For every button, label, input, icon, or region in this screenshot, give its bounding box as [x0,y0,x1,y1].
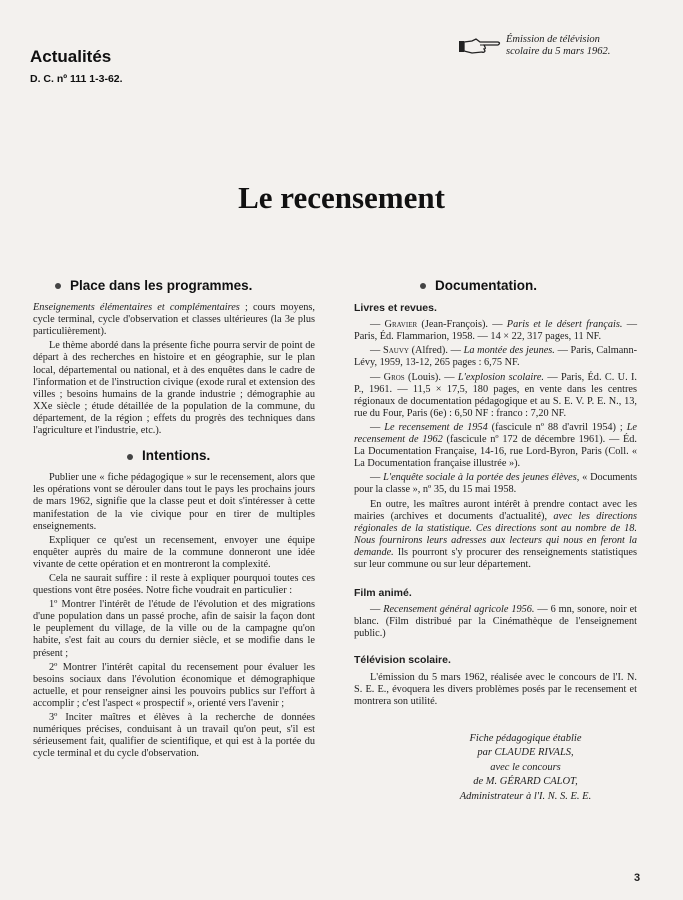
signature-line-5: Administrateur à l'I. N. S. E. E. [459,790,592,802]
paragraph-intentions-3: Cela ne saurait suffire : il reste à expliquer pourquoi toutes ces questions vont être posées. Notre fiche voudrait en particulier : [33,572,315,597]
paragraph-intentions-1: Publier une « fiche pédagogique » sur le recensement, alors que les opérations vont se dérouler dans tout le pays les prochains jours de mars 1962, signifie que la classe peut et doit s'intéresser à cette manifestation de la vie civique pour en tirer de multiples enseignements. [33,472,315,532]
paragraph-intentions-2: Expliquer ce qu'est un recensement, envoyer une équipe enquêter auprès du maire de la commune donneront une idée vivante de cette opération et en montreront la complexité. [33,534,315,570]
paragraph-point-1: 1º Montrer l'intérêt de l'étude de l'évolution et des migrations d'une population dans un passé proche, afin de saisir la façon dont le peuplement du village, de la ville ou de la campagne qu'on habite, s'est fait au cours du dernier siècle, et se modifie dans le présent ; [33,599,315,659]
signature-block [414,732,637,805]
paragraph-contacts: En outre, les maîtres auront intérêt à prendre contact avec les mairies (archives et documents d'actualité), avec les directions régionales de la statistique. Ces directions sont au nombre de 18. Nous fournirons leurs adresses aux lecteurs qui nous en feront la demande. Ils pourront s'y procurer des renseignements statistiques sur leur commune ou sur leur département. [354,498,637,570]
reference-sauvy: — Sauvy (Alfred). — La montée des jeunes. — Paris, Calmann-Lévy, 1959, 13-12, 265 pages : 6,75 NF. [354,345,638,369]
reference-recensement: — Le recensement de 1954 (fascicule nº 88 d'avril 1954) ; Le recensement de 1962 (fascicule nº 172 de décembre 1961). — Éd. La Documentation Française, 14-16, rue Lord-Byron, Paris (Coll. « La Documentation française illustrée »). [354,421,637,470]
reference-gravier: — Gravier (Jean-François). — Paris et le désert français. — Paris, Éd. Flammarion, 1958. — 14 × 22, 317 pages, 11 NF. [354,319,637,343]
reference-film: — Recensement général agricole 1956. — 6 mn, sonore, noir et blanc. (Film distribué par la Cinémathèque de l'enseignement public.) [354,604,638,640]
subheading-film: Film animé. [354,587,412,600]
paragraph-tv: L'émission du 5 mars 1962, réalisée avec le concours de l'I. N. S. E. E., évoquera les divers problèmes posés par le recensement et montrera son utilité. [354,671,637,707]
section-heading-programmes: Place dans les programmes. [55,280,315,292]
bullet-icon [420,283,426,289]
signature-line-4: de M. GÉRARD CALOT, [473,776,578,788]
page-number: 3 [634,872,641,884]
broadcast-note [506,34,636,58]
paragraph-point-3: 3º Inciter maîtres et élèves à la recherche de données numériques précises, conduisant à un travail qu'on peut, s'il est sérieusement fait, qualifier de scientifique, et qui est à la portée du cycle terminal et du cycle d'observation. [33,712,315,760]
subheading-tv: Télévision scolaire. [354,654,451,667]
section-brand: Actualités [30,47,112,66]
section-heading-documentation: Documentation. [420,280,637,292]
paragraph-theme: Le thème abordé dans la présente fiche pourra servir de point de départ à des recherches en histoire et en géographie, sur le plan local, départemental ou national, et à des enquêtes dans le cadre de l'information et de l'instruction civique (exode rural et extension des villes ; besoins humains de la grande industrie ; démographie au XXe siècle ; étude détaillée de la population de la commune, du département, de la région ; effets du progrès des techniques dans l'agriculture et l'industrie, etc.). [33,340,315,437]
paragraph-programmes: Enseignements élémentaires et complémentaires ; cours moyens, cycle terminal, cycle d'observation et classes ultérieures (la 3e plus particulièrement). [33,302,315,338]
reference-enquete: — L'enquête sociale à la portée des jeunes élèves, « Documents pour la classe », nº 35, du 15 mai 1958. [354,472,638,496]
section-heading-intentions: Intentions. [127,450,315,462]
signature-line-1: Fiche pédagogique établie [469,732,582,744]
page-title: Le recensement [238,180,445,215]
right-column [354,280,637,804]
paragraph-point-2: 2º Montrer l'intérêt capital du recensement pour évaluer les besoins sociaux dans l'évolution économique et démographique actuelle, et pour renseigner ainsi les pouvoirs publics sur l'effort à accomplir ; c'est l'aspect « prospectif », orienté vers l'avenir ; [33,661,315,709]
subheading-books: Livres et revues. [354,302,437,315]
pointing-hand-icon [458,37,502,55]
reference-gros: — Gros (Louis). — L'explosion scolaire. — Paris, Éd. C. U. I. P., 1961. — 11,5 × 17,5, 180 pages, en vente dans les centres régionaux de documentation pédagogique et au S. E. V. P. E. N., 13, rue du Four, Paris (6e) : 6,50 NF : franco : 7,20 NF. [354,371,637,419]
bullet-icon [127,454,133,460]
broadcast-line-2: scolaire du 5 mars 1962. [506,46,611,57]
broadcast-line-1: Émission de télévision [506,34,600,45]
signature-line-2: par CLAUDE RIVALS, [477,747,574,759]
left-column [33,280,315,760]
document-reference: D. C. nº 111 1-3-62. [30,73,123,85]
signature-line-3: avec le concours [490,761,561,773]
bullet-icon [55,283,61,289]
